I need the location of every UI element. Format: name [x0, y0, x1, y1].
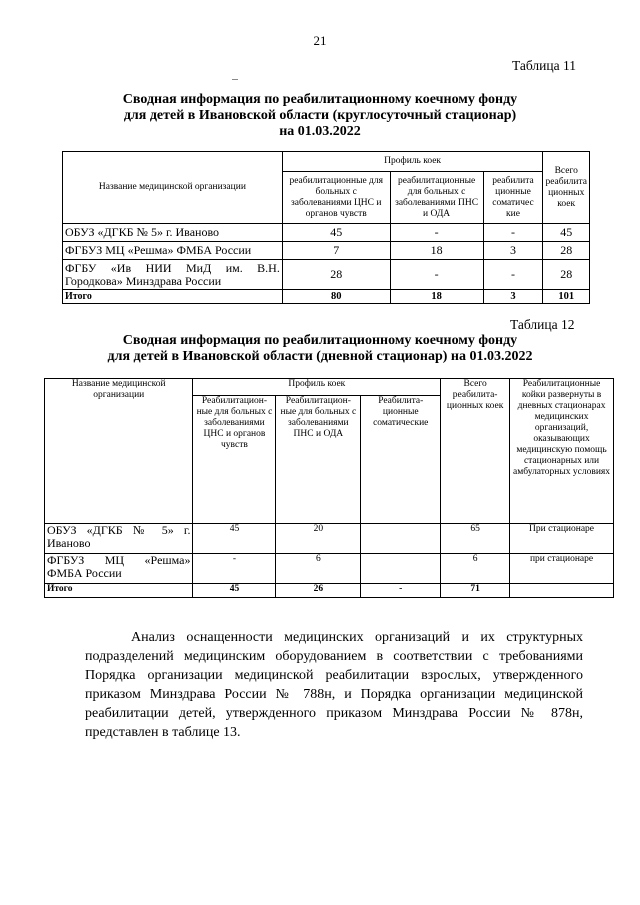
t12-cell-deployed: при стационаре	[510, 554, 614, 584]
t11-header-pns: реабилитационные для больных с заболеваниями ПНС и ОДА	[390, 172, 483, 224]
table11-title	[0, 92, 640, 140]
t12-header-profile: Профиль коек	[193, 379, 441, 396]
t12-total-somatic: -	[361, 584, 441, 598]
t11-cell-somatic: -	[483, 260, 543, 290]
table-total-row	[63, 290, 590, 304]
t11-cell-pns: -	[390, 260, 483, 290]
scan-mark	[232, 79, 238, 80]
t11-cell-org: ФГБУ «Ив НИИ МиД им. В.Н. Городкова» Минздрава России	[63, 260, 283, 290]
t12-cell-pns: 6	[276, 554, 361, 584]
t11-total-somatic: 3	[483, 290, 543, 304]
table-row	[45, 554, 614, 584]
t11-total-cns: 80	[282, 290, 390, 304]
t12-cell-org: ОБУЗ «ДГКБ № 5» г. Иваново	[45, 524, 193, 554]
table-total-row	[45, 584, 614, 598]
t12-total-pns: 26	[276, 584, 361, 598]
t11-cell-total: 45	[543, 224, 590, 242]
t12-header-deployed: Реабилитационные койки развернуты в дневных стационарах медицинских организаций, оказывающих медицинскую помощь стационарных или амбулаторных условиях	[510, 379, 614, 524]
table-row	[63, 224, 590, 242]
t11-header-somatic: реабилита ционные соматичес кие	[483, 172, 543, 224]
t12-header-pns: Реабилитацион-ные для больных с заболеваниями ПНС и ОДА	[276, 396, 361, 524]
table12-title-line: для детей в Ивановской области (дневной стационар) на 01.03.2022	[107, 349, 533, 364]
t11-cell-cns: 45	[282, 224, 390, 242]
table11	[62, 151, 590, 304]
t11-header-cns: реабилитационные для больных с заболеваниями ЦНС и органов чувств	[282, 172, 390, 224]
t11-cell-org: ФГБУЗ МЦ «Решма» ФМБА России	[63, 242, 283, 260]
t12-cell-pns: 20	[276, 524, 361, 554]
t12-total-label: Итого	[45, 584, 193, 598]
t11-total-label: Итого	[63, 290, 283, 304]
t12-total-total: 71	[441, 584, 510, 598]
table11-title-line: Сводная информация по реабилитационному коечному фонду	[122, 92, 518, 107]
t12-cell-total: 6	[441, 554, 510, 584]
t11-cell-pns: 18	[390, 242, 483, 260]
t12-header-org: Название медицинской организации	[45, 379, 193, 524]
t11-cell-org: ОБУЗ «ДГКБ № 5» г. Иваново	[63, 224, 283, 242]
table12-title-line: Сводная информация по реабилитационному коечному фонду	[122, 333, 518, 348]
table-row	[63, 242, 590, 260]
t11-cell-somatic: -	[483, 224, 543, 242]
table11-label: Таблица 11	[512, 58, 576, 73]
t11-header-org: Название медицинской организации	[63, 152, 283, 224]
t11-cell-somatic: 3	[483, 242, 543, 260]
t11-cell-pns: -	[390, 224, 483, 242]
t12-total-deployed	[510, 584, 614, 598]
t11-total-pns: 18	[390, 290, 483, 304]
table12-title	[0, 333, 640, 365]
t12-header-total: Всего реабилита-ционных коек	[441, 379, 510, 524]
t12-header-somatic: Реабилита-ционные соматические	[361, 396, 441, 524]
paragraph-text: Анализ оснащенности медицинских организаций и их структурных подразделений медицинским оборудованием в соответствии с требованиями Порядка организации медицинской реабилитации взрослых, утвержденного приказом Минздрава России № 788н, и Порядка организации медицинской реабилитации детей, утвержденного приказом Минздрава России № 878н, представлен в таблице 13.	[85, 630, 583, 740]
t11-cell-total: 28	[543, 242, 590, 260]
table-row	[45, 524, 614, 554]
t11-cell-cns: 7	[282, 242, 390, 260]
table11-title-line: на 01.03.2022	[279, 124, 361, 139]
t12-cell-deployed: При стационаре	[510, 524, 614, 554]
table-row	[63, 260, 590, 290]
table11-title-line: для детей в Ивановской области (круглосуточный стационар)	[123, 108, 517, 123]
t12-cell-org: ФГБУЗ МЦ «Решма» ФМБА России	[45, 554, 193, 584]
page-number: 21	[313, 33, 327, 48]
t11-total-total: 101	[543, 290, 590, 304]
t12-cell-cns: -	[193, 554, 276, 584]
t12-cell-total: 65	[441, 524, 510, 554]
t12-cell-somatic	[361, 554, 441, 584]
body-paragraph	[85, 628, 583, 742]
t11-header-profile: Профиль коек	[282, 152, 543, 172]
t12-header-cns: Реабилитацион-ные для больных с заболеваниями ЦНС и органов чувств	[193, 396, 276, 524]
t12-total-cns: 45	[193, 584, 276, 598]
t11-header-total: Всего реабилита ционных коек	[543, 152, 590, 224]
t11-cell-total: 28	[543, 260, 590, 290]
t11-cell-cns: 28	[282, 260, 390, 290]
t12-cell-somatic	[361, 524, 441, 554]
t12-cell-cns: 45	[193, 524, 276, 554]
table12-label: Таблица 12	[510, 317, 575, 332]
table12	[44, 378, 614, 598]
